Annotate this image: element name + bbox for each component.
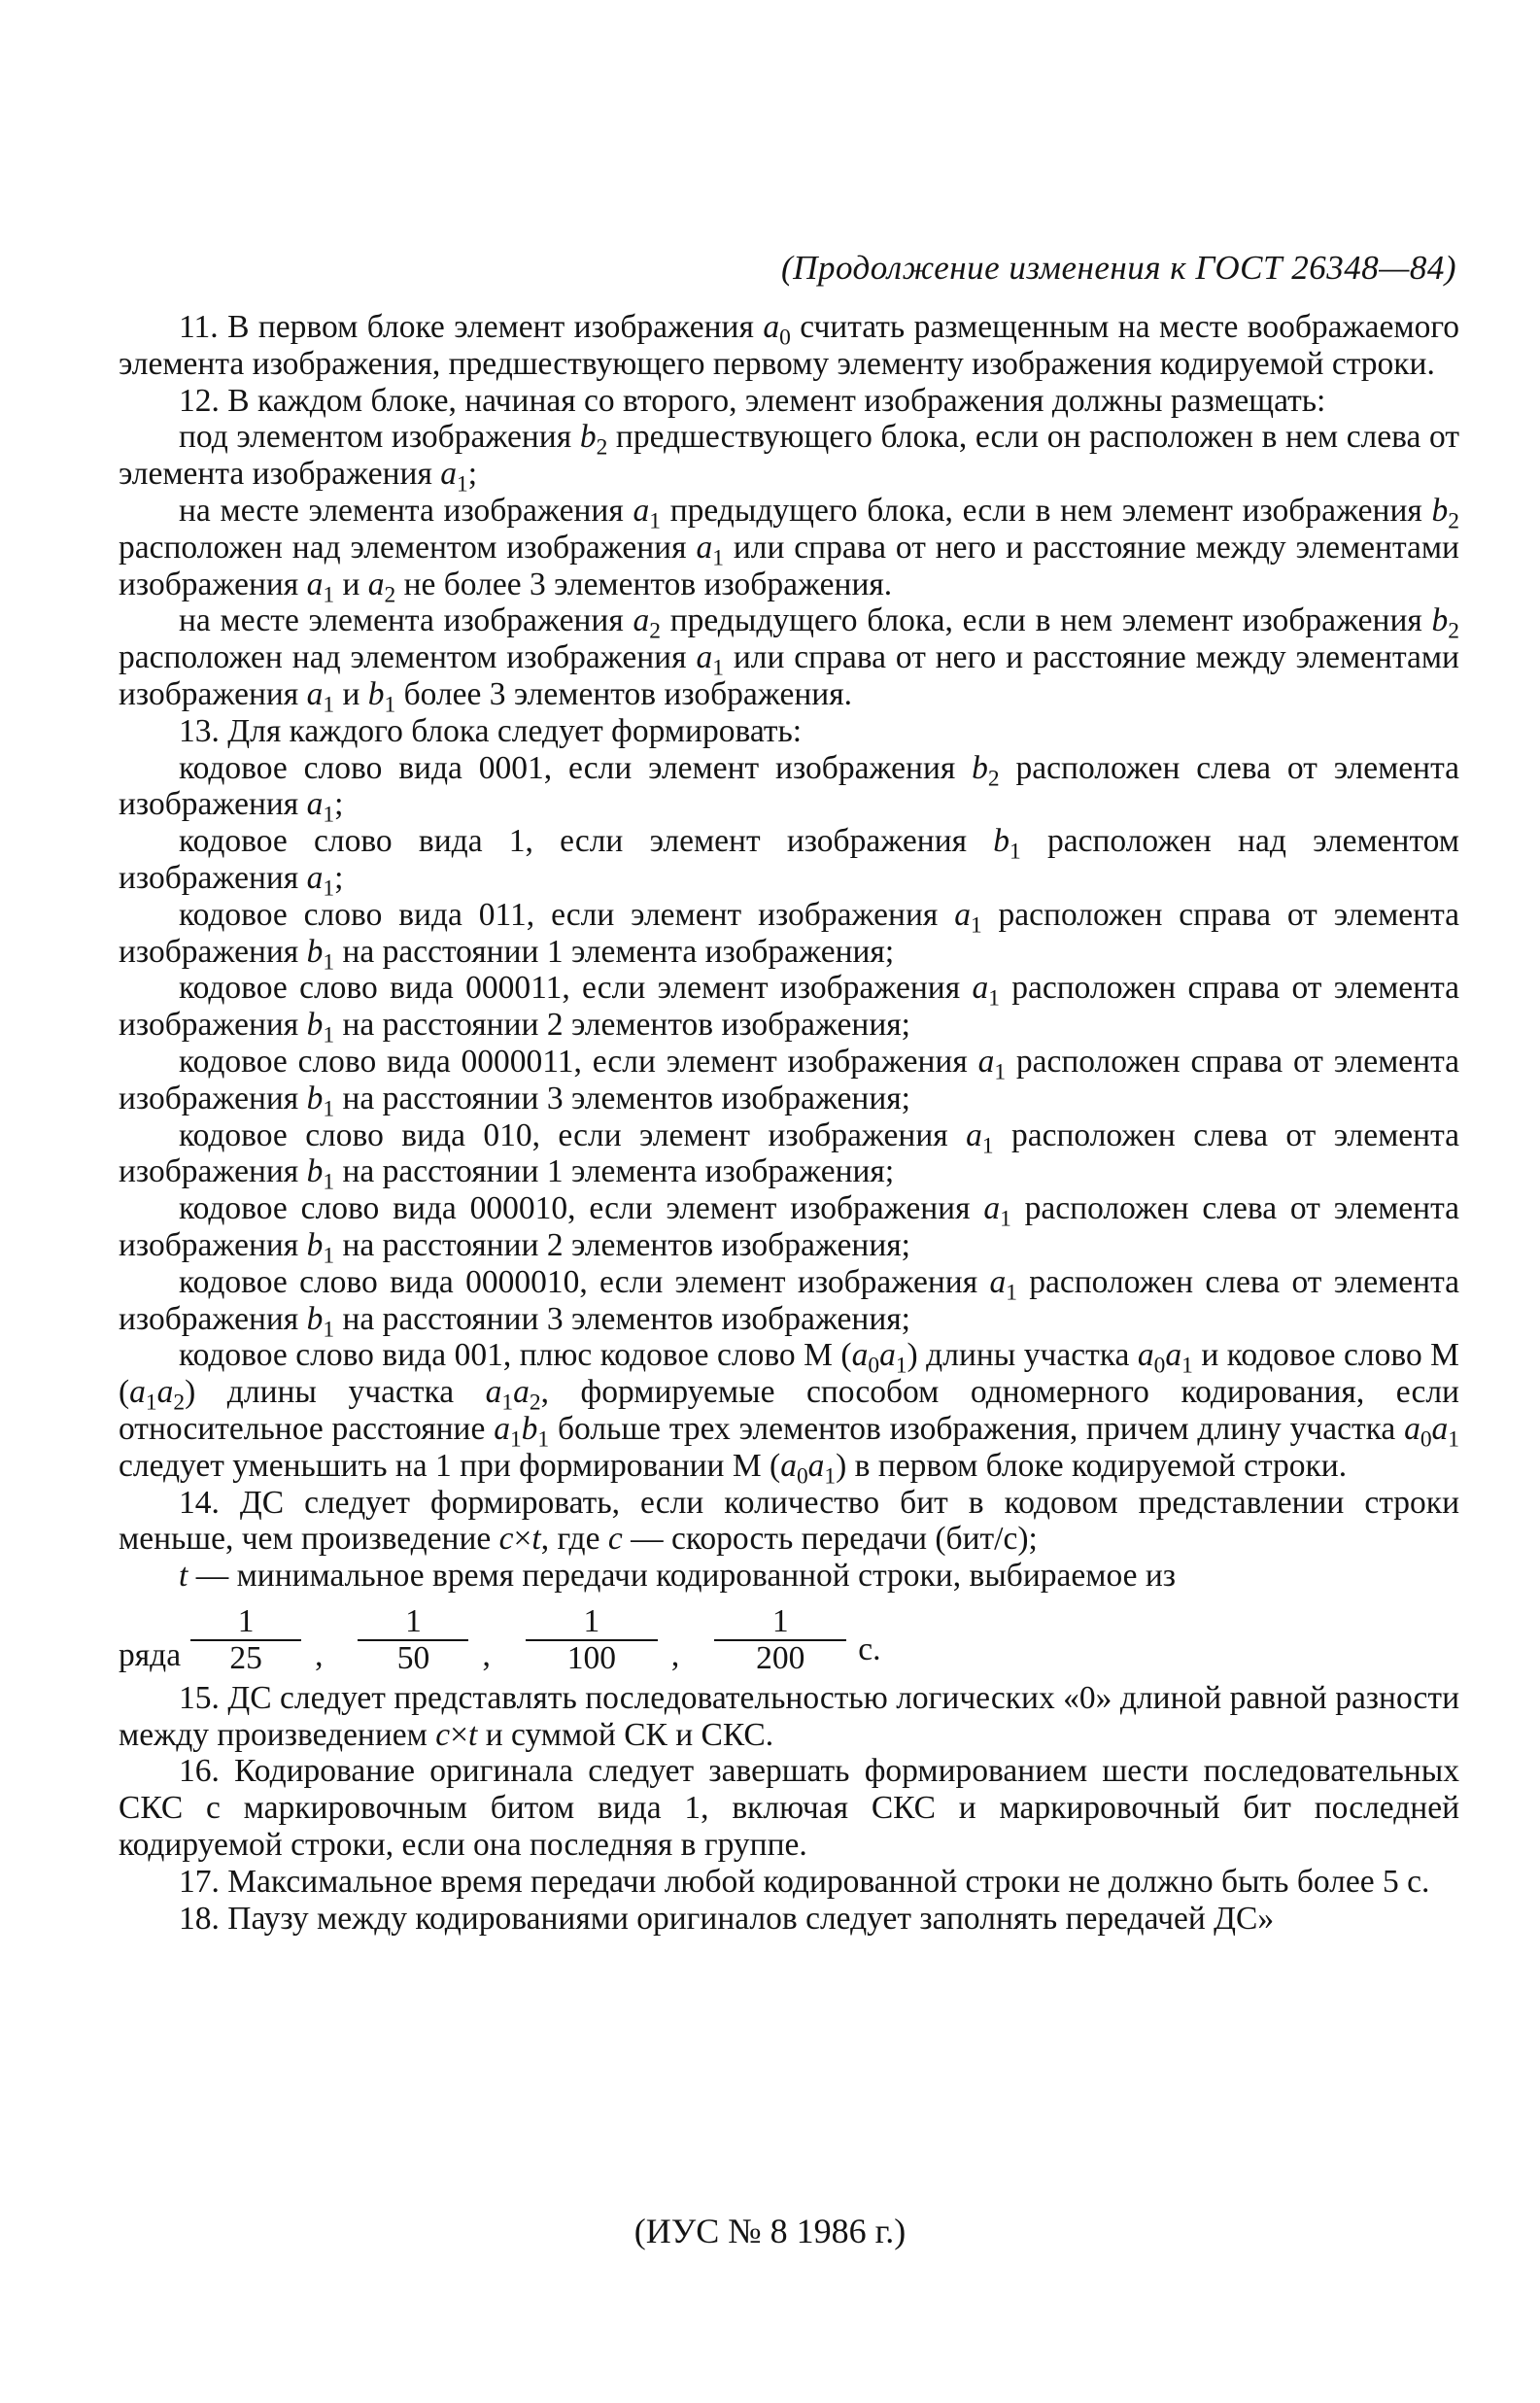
fraction-numerator: 1 — [771, 1602, 789, 1639]
fraction-denominator: 100 — [566, 1639, 616, 1676]
clause-paragraph: на месте элемента изображения $a_2$ предыдущего блока, если в нем элемент изображения $b_2$ расположен над элементом изображения $a_1$ или справа от него и расстояние между элементами изображения $a_1$ и $b_1$ более 3 элементов изображения. — [119, 602, 1459, 718]
clause-paragraph: кодовое слово вида 000010, если элемент изображения $a_1$ расположен слева от элемента изображения $b_1$ на расстоянии 2 элементов изображения; — [119, 1190, 1460, 1269]
clause-paragraph: под элементом изображения $b_2$ предшествующего блока, если он расположен в нем слева от элемента изображения $a_1$; — [119, 419, 1459, 498]
clause-paragraph: кодовое слово вида 011, если элемент изображения $a_1$ расположен справа от элемента изображения $b_1$ на расстоянии 1 элемента изображения; — [119, 896, 1459, 976]
clause-paragraph: t — минимальное время передачи кодированной строки, выбираемое из — [179, 1558, 1177, 1595]
fraction — [190, 1604, 301, 1676]
clause-paragraph: 11. В первом блоке элемент изображения $a_0$ считать размещенным на месте воображаемого элемента изображения, предшествующего первому элементу изображения кодируемой строки. — [119, 309, 1460, 382]
clause-paragraph: 14. ДС следует формировать, если количество бит в кодовом представлении строки меньше, чем произведение c×t, где c — скорость передачи (бит/с); — [119, 1484, 1459, 1558]
clause-paragraph: кодовое слово вида 001, плюс кодовое слово М $(a_0a_1)$ длины участка $a_0a_1$ и кодовое слово М $(a_1a_2)$ длины участка $a_1a_2$, формируемые способом одномерного кодирования, если относительное расстояние $a_1b_1$ больше трех элементов изображения, причем длину участка $a_0a_1$ следует уменьшить на 1 при формировании М $(a_0a_1)$ в первом блоке кодируемой строки. — [119, 1337, 1459, 1490]
fraction — [714, 1604, 846, 1676]
fraction-separator: , — [670, 1637, 680, 1674]
clause-paragraph: кодовое слово вида 0000010, если элемент изображения $a_1$ расположен слева от элемента изображения $b_1$ на расстоянии 3 элементов изображения; — [119, 1263, 1460, 1343]
fraction-list — [190, 1604, 852, 1676]
clause-paragraph: 13. Для каждого блока следует формировать: — [179, 712, 803, 749]
fraction-numerator: 1 — [583, 1602, 600, 1639]
clause-paragraph: кодовое слово вида 000011, если элемент изображения $a_1$ расположен справа от элемента изображения $b_1$ на расстоянии 2 элементов изображения; — [119, 970, 1459, 1048]
fraction-row-lead: ряда — [119, 1637, 182, 1674]
clause-paragraph: 18. Паузу между кодированиями оригиналов следует заполнять передачей ДС» — [179, 1900, 1275, 1937]
clause-paragraph: кодовое слово вида 010, если элемент изображения $a_1$ расположен слева от элемента изображения $b_1$ на расстоянии 1 элемента изображения; — [119, 1116, 1460, 1196]
fraction-numerator: 1 — [237, 1602, 255, 1639]
clause-paragraph: 15. ДС следует представлять последовательностью логических «0» длиной равной разности между произведением c×t и суммой СК и СКС. — [119, 1679, 1459, 1753]
fraction-unit: с. — [858, 1631, 881, 1668]
clause-paragraph: 17. Максимальное время передачи любой кодированной строки не должно быть более 5 с. — [179, 1863, 1430, 1900]
clauses-11-14 — [119, 309, 1459, 1595]
fraction-numerator: 1 — [405, 1602, 422, 1639]
fraction-row — [119, 1596, 1459, 1676]
page-header: (Продолжение изменения к ГОСТ 26348—84) — [781, 249, 1456, 287]
fraction-denominator: 25 — [229, 1639, 262, 1676]
clause-paragraph: 16. Кодирование оригинала следует завершать формированием шести последовательных СКС с маркировочным битом вида 1, включая СКС и маркировочный бит последней кодируемой строки, если она последняя в группе. — [119, 1753, 1459, 1864]
fraction-denominator: 200 — [756, 1639, 805, 1676]
clause-paragraph: 12. В каждом блоке, начиная со второго, элемент изображения должны размещать: — [179, 382, 1326, 419]
clauses-15-18 — [119, 1680, 1459, 1938]
clause-paragraph: кодовое слово вида 0001, если элемент изображения $b_2$ расположен слева от элемента изображения $a_1$; — [119, 749, 1459, 829]
body-text — [119, 309, 1459, 1937]
fraction-separator: , — [482, 1637, 491, 1674]
fraction — [526, 1604, 658, 1676]
fraction-denominator: 50 — [396, 1639, 430, 1676]
fraction-separator: , — [315, 1637, 324, 1674]
clause-paragraph: кодовое слово вида 1, если элемент изображения $b_1$ расположен над элементом изображения $a_1$; — [119, 823, 1459, 902]
fraction — [358, 1604, 468, 1676]
clause-paragraph: кодовое слово вида 0000011, если элемент изображения $a_1$ расположен справа от элемента изображения $b_1$ на расстоянии 3 элементов изображения; — [119, 1043, 1459, 1122]
page-footer: (ИУС № 8 1986 г.) — [633, 2212, 907, 2250]
clause-paragraph: на месте элемента изображения $a_1$ предыдущего блока, если в нем элемент изображения $b_2$ расположен над элементом изображения $a_1$ или справа от него и расстояние между элементами изображения $a_1$ и $a_2$ не более 3 элементов изображения. — [119, 492, 1459, 608]
